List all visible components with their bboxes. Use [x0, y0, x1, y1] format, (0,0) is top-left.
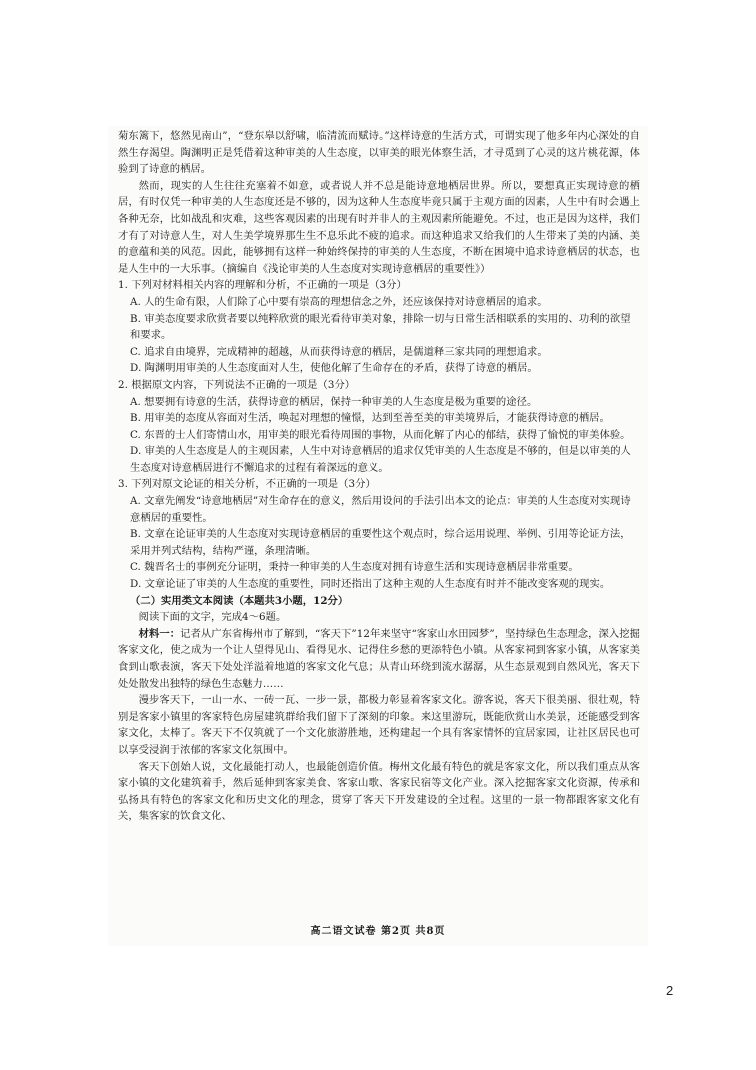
- page-number: 2: [666, 983, 674, 998]
- page-footer: 高二语文试卷 第2页 共8页: [310, 926, 446, 937]
- question-1-option-b: B. 审美态度要求欣赏者要以纯粹欣赏的眼光看待审美对象，排除一切与日常生活相联系的实用的、功利的欲望和要求。: [130, 312, 631, 342]
- section-2-heading: （二）实用类文本阅读（本题共3小题，12分）: [130, 594, 349, 607]
- question-3-option-a: A. 文章先阐发“诗意地栖居”对生命存在的意义，然后用设问的手法引出本文的论点：审美的人生态度对实现诗意栖居的重要性。: [130, 495, 631, 524]
- question-3: [118, 476, 640, 592]
- passage-paragraph-1: 菊东篱下，悠然见南山”，“登东皋以舒啸，临清流而赋诗。”这样诗意的生活方式，可谓实现了他多年内心深处的自然生存渴望。陶渊明正是凭借着这种审美的人生态度，以审美的眼光体察生活，才寻觅到了心灵的这片桃花源，体验到了诗意的栖居。: [118, 130, 640, 176]
- question-2-option-c: C. 东晋的士人们寄情山水，用审美的眼光看待周围的事物，从而化解了内心的郁结，获得了愉悦的审美体验。: [130, 428, 631, 441]
- question-3-option-b: B. 文章在论证审美的人生态度对实现诗意栖居的重要性这个观点时，综合运用说理、举例、引用等论证方法，采用并列式结构，结构严谨，条理清晰。: [130, 528, 631, 557]
- passage-paragraph-2: 然而，现实的人生往往充塞着不如意，或者说人并不总是能诗意地栖居世界。所以，要想真正实现诗意的栖居，有时仅凭一种审美的人生态度还是不够的，因为这种人生态度毕竟只属于主观方面的因素，人生中有时会遇上各种无奈，比如战乱和灾难，这些客观因素的出现有时并非人的主观因素所能避免。不过，也正是因为这样，我们才有了对诗意人生，对人生美学境界那生生不息乐此不疲的追求。而这种追求又给我们的人生带来了美的内涵、美的意蕴和美的风范。因此，能够拥有这样一种始终保持的审美的人生态度，不断在困境中追求诗意栖居的状态，也是人生中的一大乐事。（摘编自《浅论审美的人生态度对实现诗意栖居的重要性》）: [118, 179, 640, 275]
- question-2-stem: 2. 根据原文内容，下列说法不正确的一项是（3分）: [118, 378, 356, 391]
- material-1-label: 材料一：: [138, 627, 181, 640]
- question-1: [118, 277, 640, 377]
- material-1-paragraph-1: [118, 626, 640, 692]
- question-2-option-d: D. 审美的人生态度是人的主观因素，人生中对诗意栖居的追求仅凭审美的人生态度是不够的，但是以审美的人生态度对诗意栖居进行不懈追求的过程有着深远的意义。: [130, 445, 631, 474]
- question-3-option-c: C. 魏晋名士的事例充分证明，秉持一种审美的人生态度对拥有诗意生活和实现诗意栖居非常重要。: [130, 561, 579, 574]
- material-1-paragraph-3: 客天下创始人说，文化最能打动人，也最能创造价值。梅州文化最有特色的就是客家文化，所以我们重点从客家小镇的文化建筑着手，然后延伸到客家美食、客家山歌、客家民宿等文化产业。深入挖掘客家文化资源，传承和弘扬具有特色的客家文化和历史文化的理念，贯穿了客天下开发建设的全过程。这里的一景一物都跟客家文化有关，集客家的饮食文化、: [118, 760, 640, 823]
- section-2-instruction: 阅读下面的文字，完成4～6题。: [138, 611, 287, 624]
- question-3-option-d: D. 文章论证了审美的人生态度的重要性，同时还指出了这种主观的人生态度有时并不能改变客观的现实。: [130, 578, 611, 591]
- question-1-option-c: C. 追求自由境界，完成精神的超越，从而获得诗意的栖居，是儒道释三家共同的理想追求。: [130, 345, 548, 358]
- page-content: [118, 128, 640, 825]
- question-1-option-d: D. 陶渊明用审美的人生态度面对人生，使他化解了生命存在的矛盾，获得了诗意的栖居。: [130, 362, 538, 375]
- question-1-stem: 1. 下列对材料相关内容的理解和分析，不正确的一项是（3分）: [118, 279, 407, 292]
- question-1-option-a: A. 人的生命有限，人们除了心中要有崇高的理想信念之外，还应该保持对诗意栖居的追求。: [130, 295, 548, 308]
- material-1-paragraph-1-text: 记者从广东省梅州市了解到，“客天下”12年来坚守“客家山水田园梦”，坚持绿色生态理念，深入挖掘客家文化，使之成为一个让人望得见山、看得见水、记得住乡愁的更添特色小镇。从客家祠到客家小镇，从客家美食到山歌表演，客天下处处洋溢着地道的客家文化气息；从青山环绕到流水潺潺，从生态景观到自然风光，客天下处处散发出独特的绿色生态魅力……: [118, 627, 640, 690]
- question-3-stem: 3. 下列对原文论证的相关分析，不正确的一项是（3分）: [118, 478, 376, 491]
- question-2-option-a: A. 想要拥有诗意的生活，获得诗意的栖居，保持一种审美的人生态度是极为重要的途径。: [130, 395, 538, 408]
- material-1-paragraph-2: 漫步客天下，一山一水、一砖一瓦、一步一景，都极力彰显着客家文化。游客说，客天下很美丽、很壮观，特别是客家小镇里的客家特色房屋建筑群给我们留下了深刻的印象。来这里游玩，既能欣赏山水美景，还能感受到客家文化，太棒了。客天下不仅筑就了一个文化旅游胜地，还构建起一个具有客家情怀的宜居家园，让社区居民也可以享受浸润于浓郁的客家文化氛围中。: [118, 694, 640, 756]
- question-2-option-b: B. 用审美的态度从容面对生活，唤起对理想的憧憬，达到至善至美的审美境界后，才能获得诗意的栖居。: [130, 412, 610, 425]
- question-2: [118, 377, 640, 477]
